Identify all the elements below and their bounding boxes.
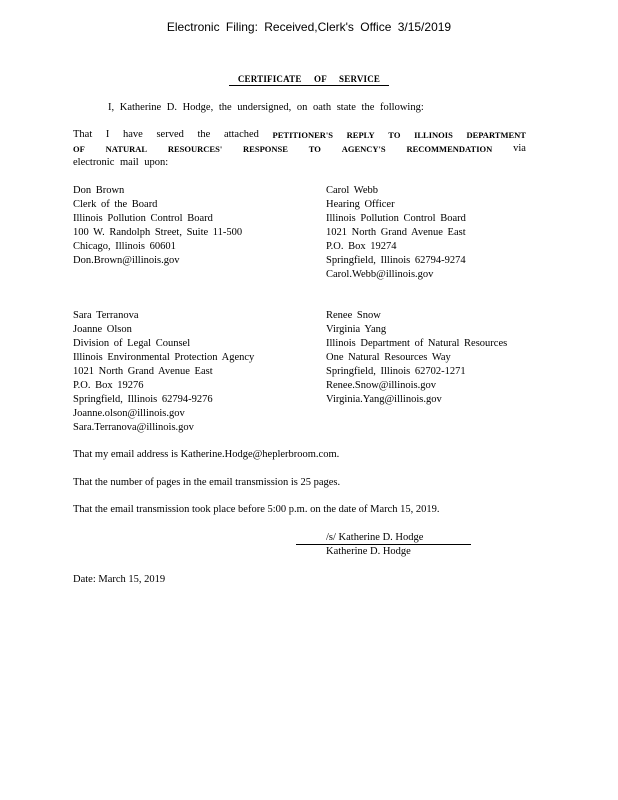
electronic-signature: /s/ Katherine D. Hodge — [326, 532, 424, 543]
recipient-line: Illinois Pollution Control Board — [73, 213, 213, 224]
intro-statement: I, Katherine D. Hodge, the undersigned, on oath state the following: — [108, 102, 424, 113]
recipient-line: Illinois Department of Natural Resources — [326, 338, 508, 349]
served-word: the — [197, 129, 211, 140]
email-address-statement: That my email address is Katherine.Hodge@heplerbroom.com. — [73, 449, 340, 460]
recipient-line: Illinois Environmental Protection Agency — [73, 352, 255, 363]
transmission-time-statement: That the email transmission took place before 5:00 p.m. on the date of March 15, 2019. — [73, 504, 440, 515]
document-name-word: REPLY — [346, 130, 375, 140]
recipient-line: Don Brown — [73, 185, 125, 196]
recipient-email: Don.Brown@illinois.gov — [73, 255, 180, 266]
recipient-line: Hearing Officer — [326, 199, 395, 210]
served-word: attached — [223, 129, 259, 140]
recipient-email: Carol.Webb@illinois.gov — [326, 269, 434, 280]
recipient-block-brown — [73, 184, 242, 268]
document-name-word: TO — [388, 130, 401, 140]
served-method: electronic mail upon: — [73, 157, 169, 168]
document-name-word: OF — [73, 144, 85, 154]
recipient-line: Chicago, Illinois 60601 — [73, 241, 176, 252]
recipient-line: Springfield, Illinois 62794-9274 — [326, 255, 466, 266]
document-title: CERTIFICATE OF SERVICE — [229, 74, 389, 86]
recipient-line: 100 W. Randolph Street, Suite 11-500 — [73, 227, 243, 238]
recipient-line: 1021 North Grand Avenue East — [73, 366, 213, 377]
recipient-block-idnr — [326, 309, 507, 407]
served-word: That — [73, 129, 93, 140]
recipient-line: 1021 North Grand Avenue East — [326, 227, 466, 238]
served-word: have — [123, 129, 143, 140]
recipient-email: Virginia.Yang@illinois.gov — [326, 394, 442, 405]
recipient-line: Sara Terranova — [73, 310, 139, 321]
recipient-line: Clerk of the Board — [73, 199, 158, 210]
served-paragraph — [73, 128, 526, 170]
document-name-word: RESOURCES' — [167, 144, 223, 154]
document-name-word: RESPONSE — [243, 144, 288, 154]
document-name-word: DEPARTMENT — [466, 130, 526, 140]
recipient-line: Springfield, Illinois 62794-9276 — [73, 394, 213, 405]
recipient-email: Joanne.olson@illinois.gov — [73, 408, 185, 419]
recipient-line: P.O. Box 19274 — [326, 241, 397, 252]
recipient-email: Renee.Snow@illinois.gov — [326, 380, 436, 391]
recipient-block-iepa — [73, 309, 254, 435]
recipient-line: Division of Legal Counsel — [73, 338, 191, 349]
recipient-line: Springfield, Illinois 62702-1271 — [326, 366, 466, 377]
document-name-word: ILLINOIS — [414, 130, 453, 140]
recipient-line: Renee Snow — [326, 310, 381, 321]
document-name-word: PETITIONER'S — [272, 130, 334, 140]
recipient-line: Virginia Yang — [326, 324, 387, 335]
recipient-email: Sara.Terranova@illinois.gov — [73, 422, 194, 433]
page-count-statement: That the number of pages in the email transmission is 25 pages. — [73, 477, 341, 488]
document-name-word: TO — [308, 144, 321, 154]
served-word: I — [105, 129, 110, 140]
signer-name: Katherine D. Hodge — [326, 546, 411, 557]
document-name-word: RECOMMENDATION — [406, 144, 493, 154]
document-name-word: AGENCY'S — [341, 144, 386, 154]
served-word: served — [156, 129, 184, 140]
date-line: Date: March 15, 2019 — [73, 574, 166, 585]
recipient-line: Illinois Pollution Control Board — [326, 213, 466, 224]
recipient-line: Joanne Olson — [73, 324, 132, 335]
recipient-block-webb — [326, 184, 466, 282]
recipient-line: Carol Webb — [326, 185, 378, 196]
recipient-line: One Natural Resources Way — [326, 352, 451, 363]
recipient-line: P.O. Box 19276 — [73, 380, 144, 391]
filing-stamp-header: Electronic Filing: Received,Clerk's Office 3/15/2019 — [166, 20, 452, 34]
served-word: via — [513, 143, 526, 154]
document-name-word: NATURAL — [105, 144, 148, 154]
